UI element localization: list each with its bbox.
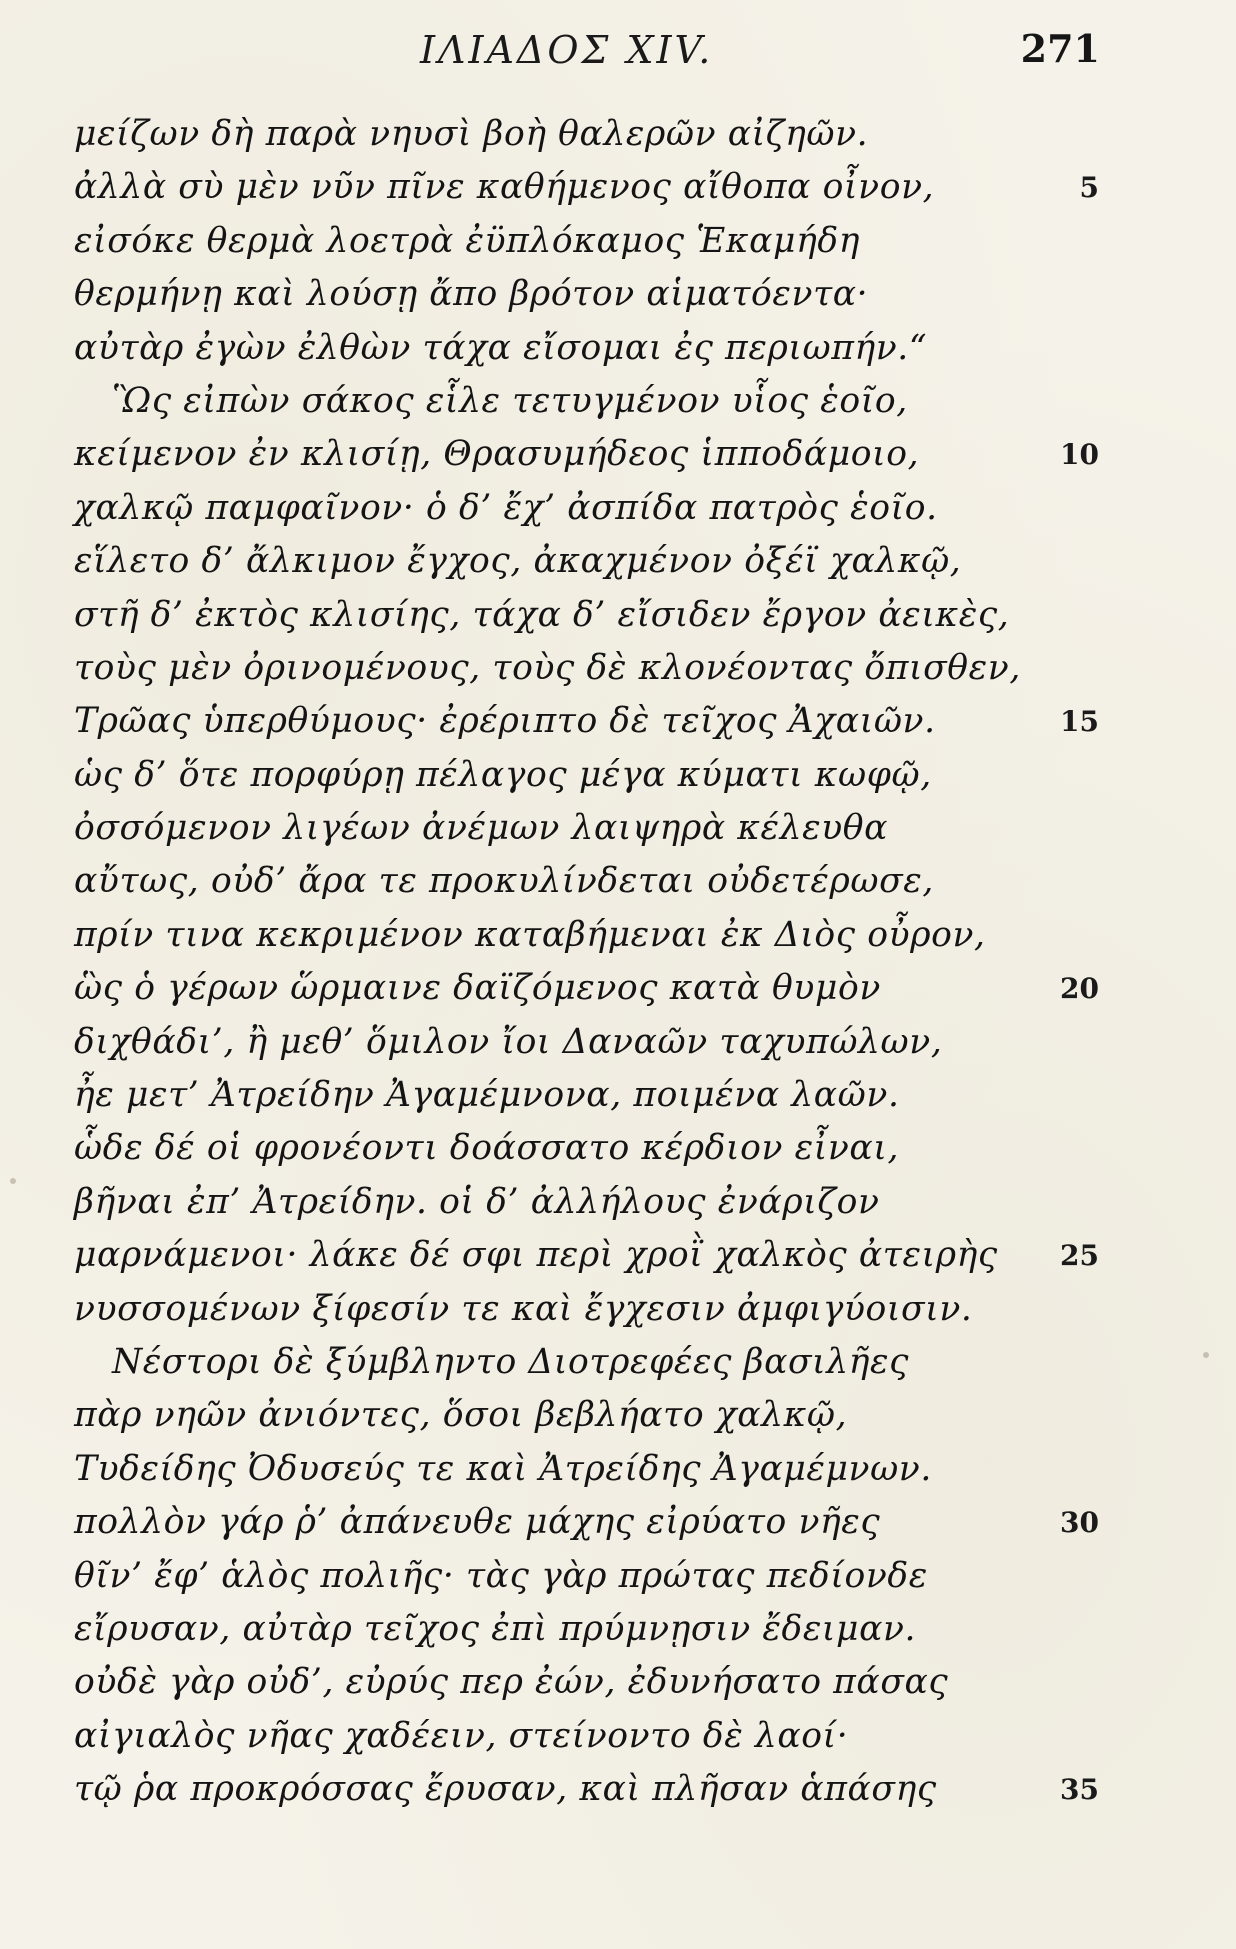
verse-line xyxy=(0,642,1236,695)
verse-line xyxy=(0,1603,1236,1656)
verse-text: κείμενον ἐν κλισίῃ, Θρασυμήδεος ἱπποδάμοιο, xyxy=(74,434,920,475)
verse-line xyxy=(0,535,1236,588)
line-number: 25 xyxy=(1060,1239,1099,1273)
verse-text: πὰρ νηῶν ἀνιόντες, ὅσοι βεβλήατο χαλκῷ, xyxy=(74,1395,848,1436)
line-number: 10 xyxy=(1060,438,1099,472)
verse-text: νυσσομένων ξίφεσίν τε καὶ ἔγχεσιν ἀμφιγύοισιν. xyxy=(74,1288,973,1329)
verse-text: βῆναι ἐπ’ Ἀτρείδην. οἱ δ’ ἀλλήλους ἐνάριζον xyxy=(74,1181,880,1222)
verse-text: αὐτὰρ ἐγὼν ἐλθὼν τάχα εἴσομαι ἐς περιωπήν.“ xyxy=(74,327,928,368)
verse-text: εἴρυσαν, αὐτὰρ τεῖχος ἐπὶ πρύμνῃσιν ἔδειμαν. xyxy=(74,1608,917,1649)
verse-text: στῆ δ’ ἐκτὸς κλισίης, τάχα δ’ εἴσιδεν ἔργον ἀεικὲς, xyxy=(74,594,1010,635)
verse-line xyxy=(0,161,1236,214)
verse-line xyxy=(0,375,1236,428)
line-number: 15 xyxy=(1060,705,1099,739)
verse-text: ἀλλὰ σὺ μὲν νῦν πῖνε καθήμενος αἴθοπα οἶνον, xyxy=(74,167,935,208)
verse-text: χαλκῷ παμφαῖνον· ὁ δ’ ἔχ’ ἀσπίδα πατρὸς ἑοῖο. xyxy=(74,487,938,528)
verse-line xyxy=(0,1710,1236,1763)
verse-line xyxy=(0,749,1236,802)
verse-line xyxy=(0,482,1236,535)
verse-text: τοὺς μὲν ὀρινομένους, τοὺς δὲ κλονέοντας ὄπισθεν, xyxy=(74,647,1021,688)
verse-text: ἦε μετ’ Ἀτρείδην Ἀγαμέμνονα, ποιμένα λαῶν. xyxy=(74,1075,900,1116)
verse-line xyxy=(0,1496,1236,1549)
verse-line xyxy=(0,1069,1236,1122)
line-number: 30 xyxy=(1060,1506,1099,1540)
verse-line xyxy=(0,695,1236,748)
verse-line xyxy=(0,1016,1236,1069)
verse-text: Τυδείδης Ὀδυσεύς τε καὶ Ἀτρείδης Ἀγαμέμνων. xyxy=(74,1448,932,1489)
line-number: 20 xyxy=(1060,972,1099,1006)
verse-line xyxy=(0,268,1236,321)
verse-text: θερμήνῃ καὶ λούσῃ ἄπο βρότον αἱματόεντα· xyxy=(74,274,869,315)
verse-text: μαρνάμενοι· λάκε δέ σφι περὶ χροῒ χαλκὸς ἀτειρὴς xyxy=(74,1235,998,1276)
verse-text: πολλὸν γάρ ῥ’ ἀπάνευθε μάχης εἰρύατο νῆες xyxy=(74,1502,881,1543)
verse-line xyxy=(0,1336,1236,1389)
verse-text: ὡς δ’ ὅτε πορφύρῃ πέλαγος μέγα κύματι κωφῷ, xyxy=(74,754,932,795)
verse-line xyxy=(0,1229,1236,1282)
verse-line xyxy=(0,1550,1236,1603)
verse-line xyxy=(0,1389,1236,1442)
verse-line xyxy=(0,909,1236,962)
running-title: ΙΛΙΑΔΟΣ XIV. xyxy=(420,28,714,72)
verse-text: Τρῶας ὑπερθύμους· ἐρέριπτο δὲ τεῖχος Ἀχαιῶν. xyxy=(74,701,936,742)
verse-line xyxy=(0,322,1236,375)
verse-line xyxy=(0,802,1236,855)
verse-text: αἰγιαλὸς νῆας χαδέειν, στείνοντο δὲ λαοί· xyxy=(74,1715,849,1756)
verse-block xyxy=(0,108,1236,1817)
verse-text: τῷ ῥα προκρόσσας ἔρυσαν, καὶ πλῆσαν ἁπάσης xyxy=(74,1769,937,1810)
verse-line xyxy=(0,855,1236,908)
verse-text: εἵλετο δ’ ἄλκιμον ἔγχος, ἀκαχμένον ὀξέϊ χαλκῷ, xyxy=(74,541,962,582)
verse-text: πρίν τινα κεκριμένον καταβήμεναι ἐκ Διὸς οὖρον, xyxy=(74,914,986,955)
verse-line xyxy=(0,589,1236,642)
verse-text: μείζων δὴ παρὰ νηυσὶ βοὴ θαλερῶν αἰζηῶν. xyxy=(74,114,869,154)
verse-text: οὐδὲ γὰρ οὐδ’, εὐρύς περ ἐών, ἐδυνήσατο πάσας xyxy=(74,1662,949,1703)
verse-text: ὀσσόμενον λιγέων ἀνέμων λαιψηρὰ κέλευθα xyxy=(74,808,889,849)
page-number: 271 xyxy=(1020,26,1100,71)
verse-text: αὔτως, οὐδ’ ἄρα τε προκυλίνδεται οὐδετέρωσε, xyxy=(74,861,934,902)
verse-text: θῖν’ ἔφ’ ἁλὸς πολιῆς· τὰς γὰρ πρώτας πεδίονδε xyxy=(74,1555,928,1596)
paper-speck xyxy=(1203,1352,1209,1358)
verse-line xyxy=(0,1176,1236,1229)
verse-line xyxy=(0,428,1236,481)
verse-text: διχθάδι’, ἢ μεθ’ ὅμιλον ἴοι Δαναῶν ταχυπώλων, xyxy=(74,1021,943,1062)
paper-speck xyxy=(10,1178,16,1184)
line-number: 5 xyxy=(1079,171,1099,205)
verse-text: ὧδε δέ οἱ φρονέοντι δοάσσατο κέρδιον εἶναι, xyxy=(74,1128,900,1169)
verse-line xyxy=(0,1283,1236,1336)
page-header xyxy=(0,22,1236,82)
verse-line xyxy=(0,108,1236,161)
verse-text: Ὣς εἰπὼν σάκος εἷλε τετυγμένον υἷος ἑοῖο, xyxy=(112,380,908,421)
verse-text: εἰσόκε θερμὰ λοετρὰ ἐϋπλόκαμος Ἑκαμήδη xyxy=(74,220,860,261)
verse-line xyxy=(0,1656,1236,1709)
verse-line xyxy=(0,1443,1236,1496)
line-number: 35 xyxy=(1060,1773,1099,1807)
verse-line xyxy=(0,215,1236,268)
verse-text: Νέστορι δὲ ξύμβληντο Διοτρεφέες βασιλῆες xyxy=(112,1341,910,1382)
verse-line xyxy=(0,1763,1236,1816)
verse-line xyxy=(0,962,1236,1015)
verse-text: ὣς ὁ γέρων ὥρμαινε δαϊζόμενος κατὰ θυμὸν xyxy=(74,968,881,1009)
verse-line xyxy=(0,1122,1236,1175)
